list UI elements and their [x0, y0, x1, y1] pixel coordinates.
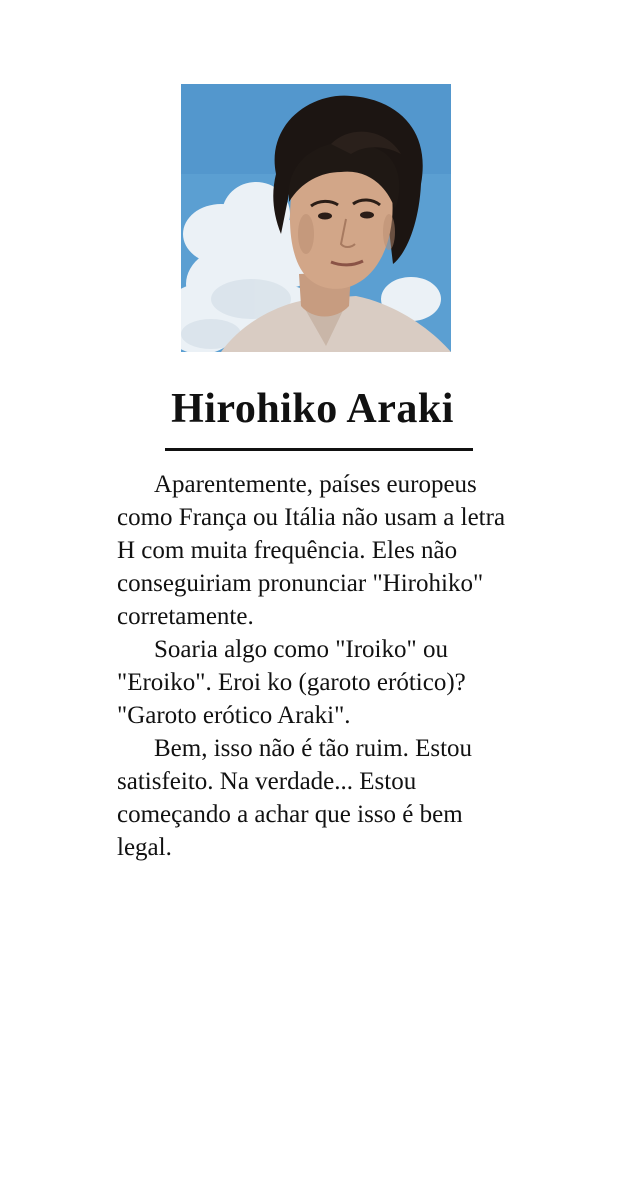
portrait-illustration	[181, 84, 451, 352]
author-photo	[181, 84, 451, 352]
title-underline	[165, 448, 473, 451]
paragraph-3: Bem, isso não é tão ruim. Estou satisfeito. Na verdade... Estou começando a achar que isso é bem legal.	[117, 735, 473, 861]
author-name: Hirohiko Araki	[171, 386, 454, 432]
author-comment	[117, 468, 517, 864]
paragraph-2: Soaria algo como "Iroiko" ou "Eroiko". Eroi ko (garoto erótico)? "Garoto erótico Araki".	[117, 636, 466, 729]
paragraph-1: Aparentemente, países europeus como França ou Itália não usam a letra H com muita frequência. Eles não conseguiriam pronunciar "Hirohiko" corretamente.	[117, 471, 506, 630]
